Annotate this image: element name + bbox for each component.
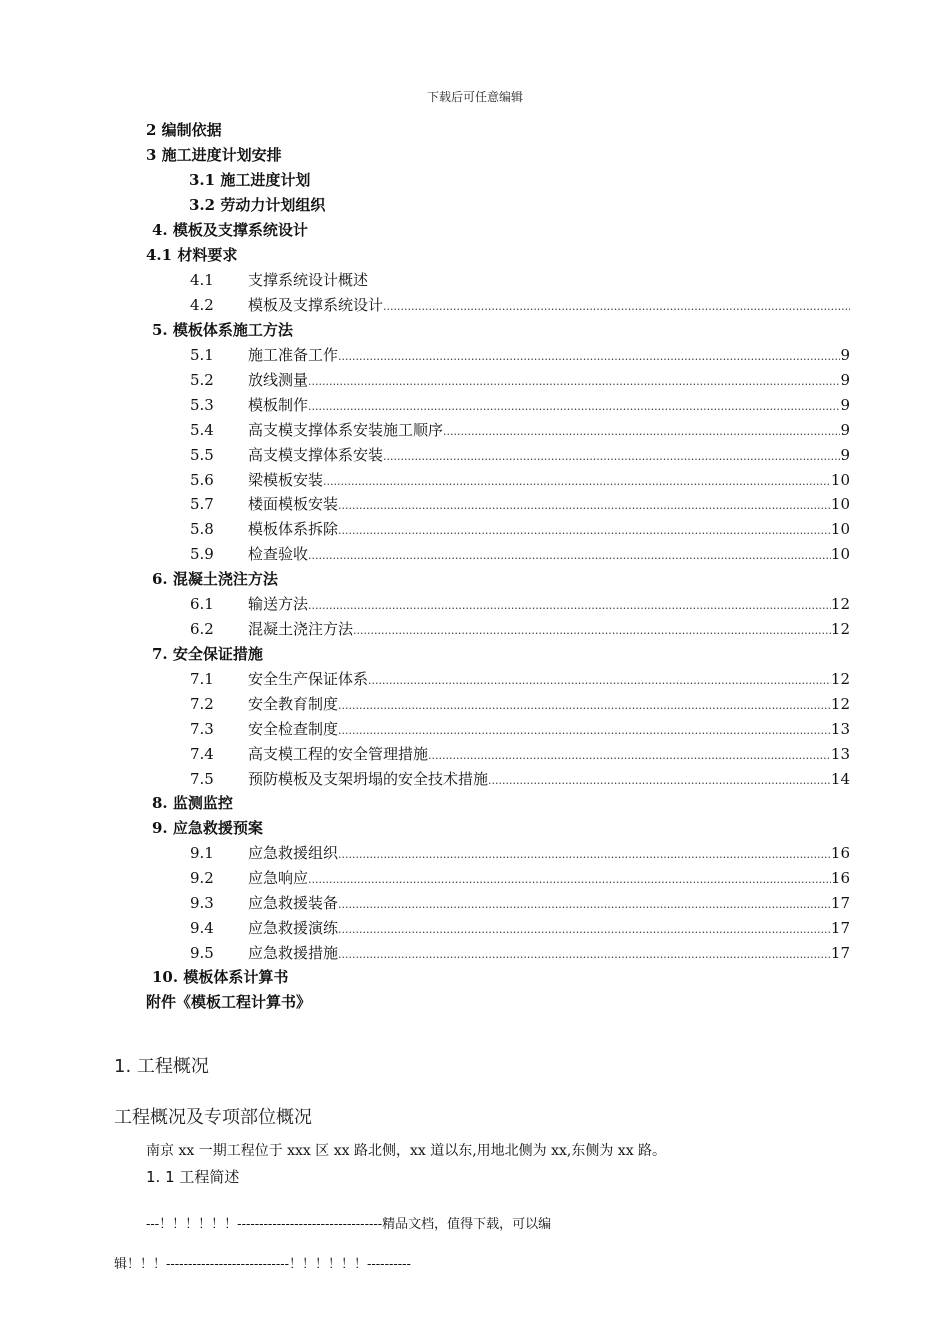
toc-item[interactable]	[190, 942, 850, 962]
toc-item[interactable]	[190, 768, 850, 788]
toc-item-title: 梁模板安装	[248, 470, 324, 489]
toc-item[interactable]	[190, 344, 850, 364]
toc-page-number: 17	[830, 893, 850, 912]
toc-page-number: 9	[840, 420, 850, 439]
toc-item-number: 7.2	[190, 694, 214, 713]
toc-section-7-title[interactable]: 7. 安全保证措施	[152, 645, 263, 663]
toc-leader-dots	[383, 450, 840, 463]
toc-item[interactable]	[190, 743, 850, 763]
toc-item-title: 应急救援装备	[248, 893, 339, 912]
toc-item[interactable]	[190, 518, 850, 538]
toc-item-number: 9.3	[190, 893, 214, 912]
toc-leader-dots	[308, 549, 831, 562]
toc-leader-dots	[338, 499, 831, 512]
toc-page-number: 13	[830, 719, 850, 738]
toc-item-title: 应急救援措施	[248, 943, 339, 962]
toc-item-number: 5.8	[190, 520, 214, 539]
toc-section-6-title[interactable]: 6. 混凝土浇注方法	[152, 570, 278, 588]
toc-leader-dots	[338, 923, 831, 936]
toc-item[interactable]	[190, 718, 850, 738]
toc-leader-dots	[308, 599, 831, 612]
toc-heading[interactable]: 3.2 劳动力计划组织	[189, 196, 326, 214]
toc-section-5-title[interactable]: 5. 模板体系施工方法	[152, 321, 293, 339]
toc-item-title: 检查验收	[248, 545, 309, 564]
footer-line-2: 辑！！！----------------------------！！！！！！----------	[114, 1257, 411, 1272]
toc-item[interactable]	[190, 593, 850, 613]
toc-page-number: 9	[840, 445, 850, 464]
toc-leader-dots	[338, 350, 840, 363]
toc-item[interactable]	[190, 917, 850, 937]
toc-item[interactable]	[190, 269, 850, 289]
toc-item-number: 7.1	[190, 670, 214, 688]
toc-item[interactable]	[190, 444, 850, 464]
toc-section-8-title[interactable]: 8. 监测监控	[152, 794, 233, 812]
paragraph-project-location: 南京 xx 一期工程位于 xxx 区 xx 路北侧，xx 道以东,用地北侧为 xx,东侧为 xx 路。	[146, 1143, 667, 1159]
toc-item-title: 高支模工程的安全管理措施	[248, 744, 429, 763]
toc-page-number: 16	[830, 868, 850, 887]
heading-project-overview: 1. 工程概况	[114, 1056, 209, 1077]
toc-leader-dots	[338, 848, 831, 861]
toc-item-number: 4.2	[190, 295, 214, 314]
toc-item-title: 应急救援组织	[248, 844, 339, 862]
toc-leader-dots	[338, 948, 831, 961]
toc-page-number: 12	[830, 694, 850, 713]
toc-leader-dots	[353, 624, 831, 637]
toc-item-number: 9.1	[190, 844, 214, 862]
toc-item-number: 6.1	[190, 595, 214, 613]
toc-page-number: 9	[840, 346, 850, 364]
toc-section-9-title[interactable]: 9. 应急救援预案	[152, 819, 263, 837]
toc-item-title: 高支模支撑体系安装施工顺序	[248, 420, 444, 439]
toc-item-number: 5.1	[190, 346, 214, 364]
toc-page-number: 14	[830, 769, 850, 788]
toc-leader-dots	[368, 674, 831, 687]
toc-item[interactable]	[190, 892, 850, 912]
toc-item-number: 7.4	[190, 744, 214, 763]
toc-item-number: 9.5	[190, 943, 214, 962]
toc-item-number: 5.3	[190, 395, 214, 414]
toc-item-number: 5.5	[190, 445, 214, 464]
toc-item[interactable]	[190, 493, 850, 513]
page-header: 下载后可任意编辑	[426, 90, 523, 104]
toc-page-number: 10	[830, 545, 850, 564]
toc-item-number: 5.7	[190, 495, 214, 514]
toc-item-number: 5.9	[190, 545, 214, 564]
toc-item-number: 9.4	[190, 918, 214, 937]
toc-page-number: 16	[830, 844, 850, 862]
toc-heading[interactable]: 3 施工进度计划安排	[146, 146, 282, 164]
subheading-project-brief: 1. 1 工程简述	[146, 1168, 240, 1186]
toc-item-title: 混凝土浇注方法	[248, 619, 354, 638]
toc-page-number: 13	[830, 744, 850, 763]
toc-item-title: 应急救援演练	[248, 918, 339, 937]
toc-item-title: 预防模板及支架坍塌的安全技术措施	[248, 769, 489, 788]
toc-page-number: 9	[840, 395, 850, 414]
toc-item-title: 高支模支撑体系安装	[248, 445, 384, 464]
heading-overview-special-parts: 工程概况及专项部位概况	[114, 1107, 312, 1128]
toc-page-number: 10	[830, 495, 850, 514]
toc-item[interactable]	[190, 842, 850, 862]
toc-item-number: 7.5	[190, 769, 214, 788]
toc-leader-dots	[338, 898, 831, 911]
toc-appendix-title[interactable]: 附件《模板工程计算书》	[146, 993, 312, 1011]
toc-leader-dots	[323, 475, 831, 488]
toc-leader-dots	[428, 749, 831, 762]
toc-heading[interactable]: 2 编制依据	[146, 121, 222, 139]
toc-heading[interactable]: 4.1 材料要求	[146, 246, 238, 264]
toc-item-title: 安全检查制度	[248, 719, 339, 738]
toc-item[interactable]	[190, 419, 850, 439]
toc-item[interactable]	[190, 618, 850, 638]
toc-item-title: 输送方法	[248, 595, 309, 613]
toc-leader-dots	[443, 425, 840, 438]
toc-page-number: 10	[830, 520, 850, 539]
toc-heading[interactable]: 3.1 施工进度计划	[189, 171, 311, 189]
toc-item[interactable]	[190, 693, 850, 713]
toc-item-number: 7.3	[190, 719, 214, 738]
toc-leader-dots	[488, 774, 831, 787]
toc-page-number: 17	[830, 918, 850, 937]
toc-item[interactable]	[190, 394, 850, 414]
toc-item-title: 放线测量	[248, 370, 309, 389]
toc-item-number: 5.4	[190, 420, 214, 439]
footer-line-1: ---！！！！！！---------------------------------精品文档，值得下载，可以编	[146, 1217, 552, 1232]
toc-page-number: 17	[830, 943, 850, 962]
toc-item-number: 5.6	[190, 470, 214, 489]
toc-leader-dots	[308, 375, 840, 388]
toc-item[interactable]	[190, 543, 850, 563]
toc-section-10-title[interactable]: 10. 模板体系计算书	[152, 968, 289, 986]
toc-item-title: 支撑系统设计概述	[248, 271, 369, 289]
toc-page-number: 12	[830, 595, 850, 613]
toc-item[interactable]	[190, 294, 850, 314]
toc-item-title: 施工准备工作	[248, 346, 339, 364]
toc-item-title: 楼面模板安装	[248, 495, 339, 514]
toc-item-title: 模板及支撑系统设计	[248, 295, 384, 314]
toc-page-number: 10	[830, 470, 850, 489]
toc-item-number: 6.2	[190, 619, 214, 638]
toc-page-number: 9	[840, 370, 850, 389]
toc-leader-dots	[338, 524, 831, 537]
toc-item-title: 应急响应	[248, 868, 309, 887]
toc-leader-dots	[308, 400, 840, 413]
toc-item-number: 9.2	[190, 868, 214, 887]
toc-leader-dots	[338, 724, 831, 737]
toc-item-title: 模板制作	[248, 395, 309, 414]
toc-item[interactable]	[190, 469, 850, 489]
toc-page-number: 12	[830, 619, 850, 638]
toc-page-number: 12	[830, 670, 850, 688]
toc-item-title: 模板体系拆除	[248, 520, 339, 539]
toc-item[interactable]	[190, 867, 850, 887]
toc-item-title: 安全教育制度	[248, 694, 339, 713]
toc-item-number: 4.1	[190, 271, 214, 289]
toc-item-title: 安全生产保证体系	[248, 670, 369, 688]
toc-heading[interactable]: 4. 模板及支撑系统设计	[152, 221, 308, 239]
toc-leader-dots	[383, 300, 850, 313]
toc-item[interactable]	[190, 668, 850, 688]
toc-item[interactable]	[190, 369, 850, 389]
toc-leader-dots	[338, 699, 831, 712]
toc-leader-dots	[308, 873, 831, 886]
toc-item-number: 5.2	[190, 370, 214, 389]
